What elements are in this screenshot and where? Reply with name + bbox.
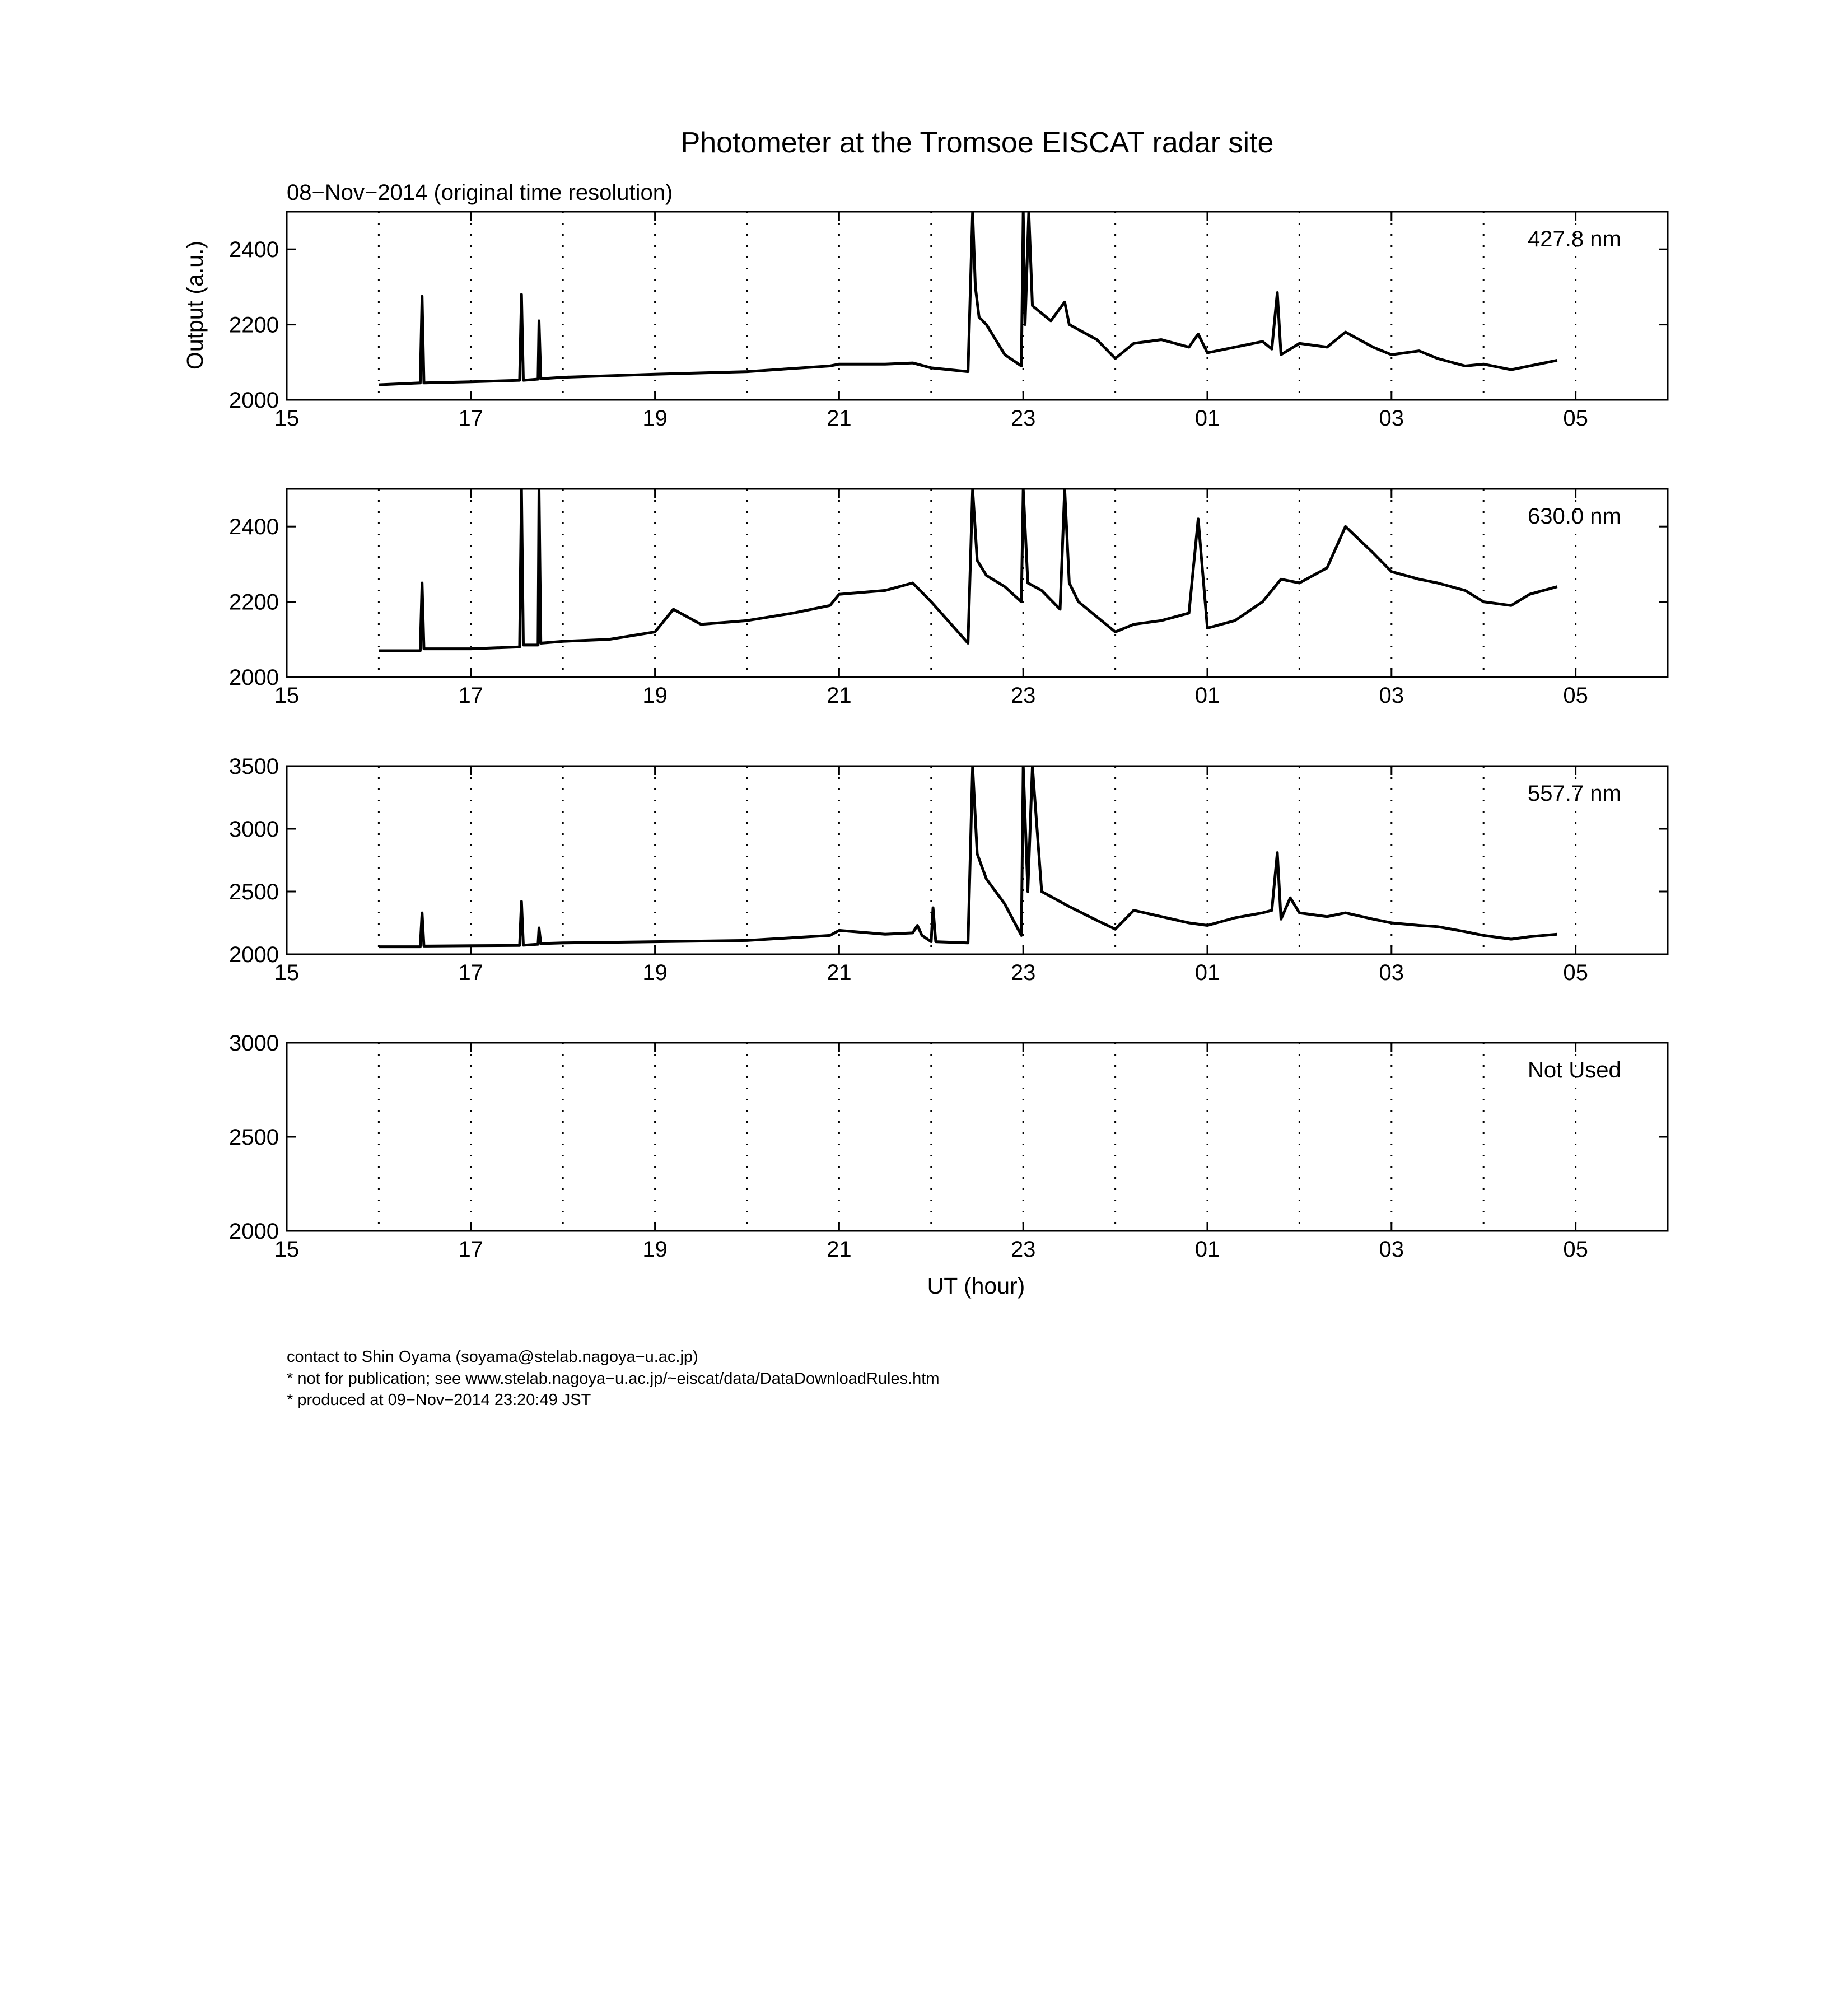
y-tick-label: 2400 (229, 515, 279, 540)
y-tick-label: 2500 (229, 1125, 279, 1150)
series-line (379, 489, 1557, 651)
panel-2 (229, 489, 1668, 708)
series-line (379, 212, 1557, 385)
x-tick-label: 21 (827, 1237, 852, 1262)
x-tick-label: 23 (1010, 406, 1036, 431)
y-tick-label: 3500 (229, 754, 279, 779)
x-tick-label: 15 (274, 1237, 300, 1262)
x-tick-label: 05 (1563, 1237, 1588, 1262)
x-tick-label: 19 (642, 406, 668, 431)
x-tick-label: 23 (1010, 960, 1036, 985)
x-tick-label: 03 (1379, 960, 1404, 985)
x-tick-label: 21 (827, 960, 852, 985)
x-tick-label: 23 (1010, 1237, 1036, 1262)
x-tick-label: 03 (1379, 406, 1404, 431)
x-tick-label: 01 (1194, 960, 1220, 985)
x-tick-label: 15 (274, 960, 300, 985)
y-tick-label: 3000 (229, 817, 279, 842)
wavelength-label: 427.8 nm (1528, 227, 1621, 251)
wavelength-label: Not Used (1528, 1058, 1621, 1082)
series-line (379, 766, 1557, 947)
y-tick-label: 2000 (229, 665, 279, 690)
plot-frame (287, 1043, 1668, 1231)
x-tick-label: 19 (642, 1237, 668, 1262)
panel-1 (229, 212, 1668, 431)
wavelength-label: 630.0 nm (1528, 504, 1621, 529)
x-tick-label: 15 (274, 406, 300, 431)
x-tick-label: 15 (274, 683, 300, 708)
x-tick-label: 21 (827, 406, 852, 431)
x-tick-label: 21 (827, 683, 852, 708)
footer-publication-note: * not for publication; see www.stelab.nagoya−u.ac.jp/~eiscat/data/DataDownloadRules.htm (287, 1370, 940, 1388)
x-tick-label: 17 (458, 406, 484, 431)
y-tick-label: 2400 (229, 237, 279, 263)
figure-subtitle: 08−Nov−2014 (original time resolution) (287, 180, 673, 205)
footer-contact: contact to Shin Oyama (soyama@stelab.nagoya−u.ac.jp) (287, 1348, 698, 1366)
y-tick-label: 2500 (229, 880, 279, 904)
wavelength-label: 557.7 nm (1528, 781, 1621, 806)
y-axis-label: Output (a.u.) (182, 240, 208, 370)
x-tick-label: 19 (642, 960, 668, 985)
x-tick-label: 05 (1563, 960, 1588, 985)
plot-frame (287, 766, 1668, 954)
x-tick-label: 03 (1379, 683, 1404, 708)
y-tick-label: 2200 (229, 590, 279, 615)
x-tick-label: 17 (458, 683, 484, 708)
y-tick-label: 2000 (229, 942, 279, 967)
panel-4 (229, 1031, 1668, 1262)
x-axis-label: UT (hour) (927, 1273, 1025, 1299)
y-tick-label: 2000 (229, 1219, 279, 1244)
x-tick-label: 19 (642, 683, 668, 708)
x-tick-label: 01 (1194, 1237, 1220, 1262)
figure-title: Photometer at the Tromsoe EISCAT radar site (680, 127, 1274, 159)
x-tick-label: 17 (458, 960, 484, 985)
x-tick-label: 17 (458, 1237, 484, 1262)
footer-produced-time: * produced at 09−Nov−2014 23:20:49 JST (287, 1391, 591, 1409)
panel-3 (229, 754, 1668, 985)
x-tick-label: 23 (1010, 683, 1036, 708)
panels-group (229, 212, 1668, 1262)
x-tick-label: 05 (1563, 406, 1588, 431)
y-tick-label: 3000 (229, 1031, 279, 1056)
x-tick-label: 01 (1194, 406, 1220, 431)
x-tick-label: 05 (1563, 683, 1588, 708)
y-tick-label: 2200 (229, 312, 279, 338)
x-tick-label: 03 (1379, 1237, 1404, 1262)
y-tick-label: 2000 (229, 388, 279, 413)
x-tick-label: 01 (1194, 683, 1220, 708)
